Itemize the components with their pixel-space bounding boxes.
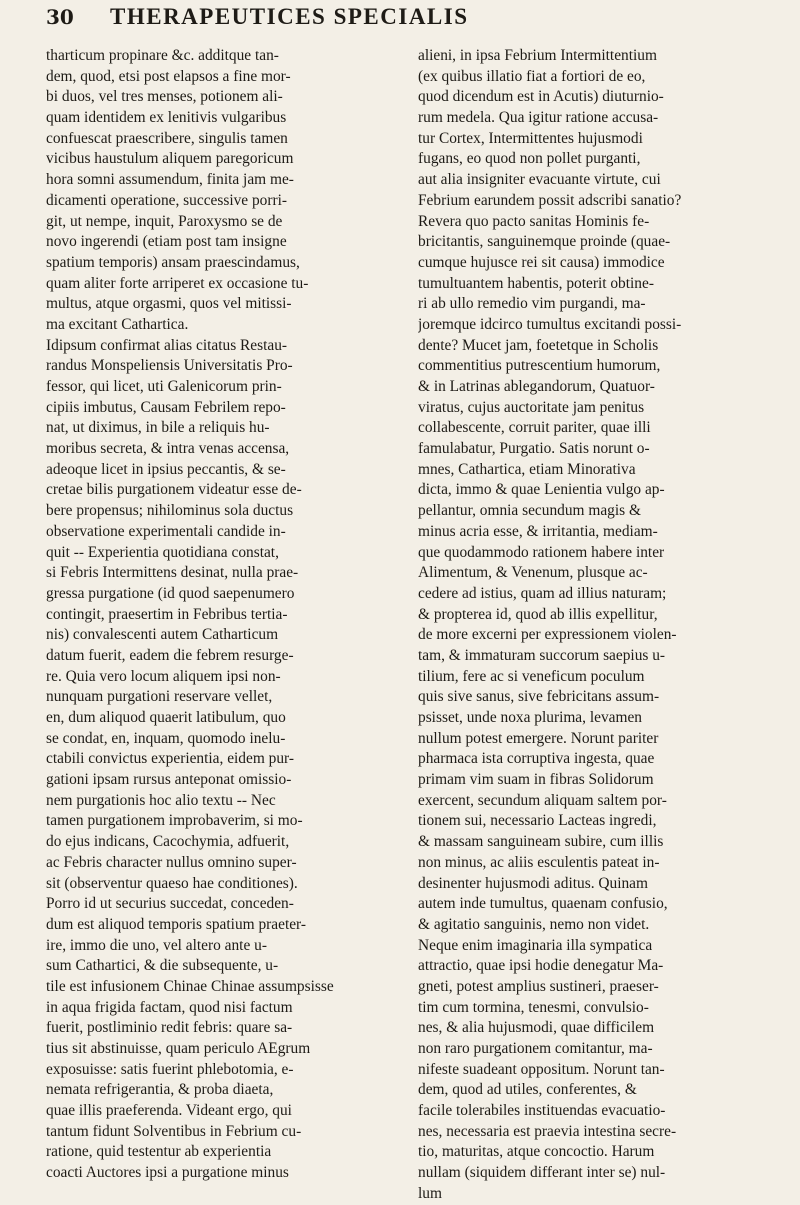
text-line: randus Monspeliensis Universitatis Pro- (46, 357, 293, 375)
text-line: sum Cathartici, & die subsequente, u- (46, 957, 279, 975)
text-line: hora somni assumendum, finita jam me- (46, 171, 294, 189)
text-line: rum medela. Qua igitur ratione accusa- (418, 109, 659, 127)
text-line: pharmaca ista corruptiva ingesta, quae (418, 750, 655, 768)
text-line: exposuisse: satis fuerint phlebotomia, e- (46, 1060, 294, 1078)
text-line: ac Febris character nullus omnino super- (46, 853, 297, 871)
text-line: primam vim suam in fibras Solidorum (418, 771, 654, 789)
text-line: cedere ad istius, quam ad illius naturam; (418, 584, 667, 602)
text-line: Revera quo pacto sanitas Hominis fe- (418, 212, 650, 230)
text-line: datum fuerit, eadem die febrem resurge- (46, 646, 294, 664)
text-line: tio, maturitas, atque concoctio. Harum (418, 1143, 655, 1161)
text-line: nullum potest emergere. Norunt pariter (418, 729, 659, 747)
text-line: tam, & immaturam succorum saepius u- (418, 646, 666, 664)
text-line: desinenter hujusmodi aditus. Quinam (418, 874, 648, 892)
running-title: THERAPEUTICES SPECIALIS (110, 4, 469, 29)
text-line: collabescente, corruit pariter, quae illi (418, 419, 651, 437)
right-text-column (418, 46, 766, 1205)
text-line: Neque enim imaginaria illa sympatica (418, 936, 653, 954)
text-line: dum est aliquod temporis spatium praeter- (46, 915, 306, 933)
text-line: tantum fidunt Solventibus in Febrium cu- (46, 1122, 302, 1140)
text-line: nullam (siquidem differant inter se) nul- (418, 1164, 666, 1182)
text-line: & agitatio sanguinis, nemo non videt. (418, 915, 650, 933)
text-line: Idipsum confirmat alias citatus Restau- (46, 336, 288, 354)
text-line: do ejus indicans, Cacochymia, adfuerit, (46, 833, 290, 851)
text-line: dicta, immo & quae Lenientia vulgo ap- (418, 481, 665, 499)
text-line: git, ut nempe, inquit, Paroxysmo se de (46, 212, 283, 230)
text-line: tius sit abstinuisse, quam periculo AEgrum (46, 1040, 311, 1057)
text-line: cretae bilis purgationem videatur esse de- (46, 481, 302, 499)
text-line: ri ab ullo remedio vim purgandi, ma- (418, 295, 646, 313)
left-text-column (46, 46, 394, 1184)
text-line: si Febris Intermittens desinat, nulla prae- (46, 564, 299, 582)
text-line: lum (418, 1184, 442, 1202)
text-line: fugans, eo quod non pollet purganti, (418, 150, 641, 168)
text-line: coacti Auctores ipsi a purgatione minus (46, 1164, 289, 1182)
text-line: tim cum tormina, tenesmi, convulsio- (418, 998, 649, 1016)
text-line: tionem sui, necessario Lacteas ingredi, (418, 812, 657, 830)
text-line: quod dicendum est in Acutis) diuturnio- (418, 88, 664, 106)
text-line: quam aliter forte arriperet ex occasione tu- (46, 274, 309, 292)
text-line: gneti, potest amplius sustineri, praeser- (418, 977, 659, 995)
text-line: tharticum propinare &c. additque tan- (46, 47, 279, 64)
text-line: dem, quod ad utiles, conferentes, & (418, 1081, 637, 1099)
text-line: attractio, quae ipsi hodie denegatur Ma- (418, 957, 664, 975)
text-line: tumultuantem habentis, poterit obtine- (418, 274, 654, 292)
text-line: tamen purgationem improbaverim, si mo- (46, 812, 303, 830)
text-line: gationi ipsam rursus anteponat omissio- (46, 771, 292, 789)
text-line: adeoque licet in ipsius peccantis, & se- (46, 460, 286, 478)
text-line: sit (observentur quaeso hae conditiones). (46, 874, 298, 892)
text-line: dente? Mucet jam, foetetque in Scholis (418, 336, 659, 354)
text-line: ire, immo die uno, vel altero ante u- (46, 936, 267, 954)
text-line: novo ingerendi (etiam post tam insigne (46, 233, 287, 251)
text-line: tur Cortex, Intermittentes hujusmodi (418, 129, 643, 147)
text-line: viratus, cujus auctoritate jam penitus (418, 398, 645, 416)
text-line: fessor, qui licet, uti Galenicorum prin- (46, 378, 282, 395)
text-line: nes, & alia hujusmodi, quae difficilem (418, 1019, 655, 1037)
text-line: moribus secreta, & intra venas accensa, (46, 440, 290, 458)
text-line: mnes, Cathartica, etiam Minorativa (418, 460, 636, 478)
text-line: re. Quia vero locum aliquem ipsi non- (46, 667, 281, 685)
text-line: ctabili convictus experientia, eidem pur- (46, 750, 294, 768)
text-line: nunquam purgationi reservare vellet, (46, 688, 273, 706)
text-line: quam identidem ex lenitivis vulgaribus (46, 109, 287, 127)
page-header (46, 4, 766, 36)
text-line: minus acria esse, & irritantia, mediam- (418, 522, 658, 540)
text-line: observatione experimentali candide in- (46, 522, 286, 540)
text-line: & massam sanguineam subire, cum illis (418, 833, 664, 851)
text-line: facile tolerabiles instituendas evacuatio- (418, 1102, 666, 1120)
text-line: joremque idcirco tumultus excitandi possi- (418, 315, 682, 333)
text-line: nemata refrigerantia, & proba diaeta, (46, 1081, 274, 1099)
text-line: non raro purgationem comitantur, ma- (418, 1040, 653, 1057)
text-line: bere propensus; nihilominus sola ductus (46, 502, 294, 520)
text-line: contingit, praesertim in Febribus tertia- (46, 605, 288, 623)
text-line: famulabatur, Purgatio. Satis norunt o- (418, 440, 650, 458)
text-line: dem, quod, etsi post elapsos a fine mor- (46, 67, 291, 85)
text-line: (ex quibus illatio fiat a fortiori de eo, (418, 67, 646, 85)
text-line: multus, atque orgasmi, quos vel mitissi- (46, 295, 292, 313)
text-line: & propterea id, quod ab illis expellitur, (418, 605, 658, 623)
text-line: nifeste suadeant oppositum. Norunt tan- (418, 1060, 665, 1078)
text-line: fuerit, postliminio redit febris: quare sa- (46, 1019, 293, 1037)
text-line: ma excitant Cathartica. (46, 315, 189, 333)
text-line: Porro id ut securius succedat, conceden- (46, 895, 294, 913)
text-line: exercent, secundum aliquam saltem por- (418, 791, 667, 809)
text-line: nes, necessaria est praevia intestina secre- (418, 1122, 677, 1140)
text-line: nis) convalescenti autem Catharticum (46, 626, 279, 644)
text-line: commentitius putrescentium humorum, (418, 357, 661, 375)
text-line: pellantur, omnia secundum magis & (418, 502, 641, 520)
text-line: tilium, fere ac si veneficum poculum (418, 667, 645, 685)
text-line: psisset, unde noxa plurima, levamen (418, 709, 642, 726)
text-line: de more excerni per expressionem violen- (418, 626, 677, 644)
text-line: en, dum aliquod quaerit latibulum, quo (46, 709, 286, 726)
text-line: in aqua frigida factam, quod nisi factum (46, 998, 293, 1016)
text-line: Febrium earundem possit adscribi sanatio? (418, 191, 682, 209)
text-line: que quodammodo rationem habere inter (418, 543, 665, 561)
text-line: spatium temporis) ansam praescindamus, (46, 253, 300, 271)
text-line: Alimentum, & Venenum, plusque ac- (418, 564, 648, 582)
text-line: se condat, en, inquam, quomodo inelu- (46, 729, 286, 747)
text-line: alieni, in ipsa Febrium Intermittentium (418, 47, 657, 64)
text-line: quis sive sanus, sive febricitans assum- (418, 688, 660, 706)
text-line: vicibus haustulum aliquem paregoricum (46, 150, 294, 168)
text-line: nat, ut diximus, in bile a reliquis hu- (46, 419, 270, 437)
text-line: dicamenti operatione, successive porri- (46, 191, 288, 209)
text-line: non minus, ac aliis esculentis pateat in- (418, 853, 660, 871)
text-line: autem inde tumultus, quaenam confusio, (418, 895, 668, 913)
text-line: quit -- Experientia quotidiana constat, (46, 543, 279, 561)
text-line: confuescat praescribere, singulis tamen (46, 129, 288, 147)
text-line: quae illis praeferenda. Videant ergo, qui (46, 1102, 292, 1120)
text-line: aut alia insigniter evacuante virtute, cui (418, 171, 661, 189)
text-line: bricitantis, sanguinemque proinde (quae- (418, 233, 671, 251)
text-line: bi duos, vel tres menses, potionem ali- (46, 88, 283, 106)
text-line: ratione, quid testentur ab experientia (46, 1143, 272, 1161)
text-line: nem purgationis hoc alio textu -- Nec (46, 791, 276, 809)
text-line: tile est infusionem Chinae Chinae assumpsisse (46, 977, 334, 995)
text-line: & in Latrinas ablegandorum, Quatuor- (418, 378, 655, 395)
page-number: 30 (46, 5, 74, 29)
text-line: cipiis imbutus, Causam Febrilem repo- (46, 398, 286, 416)
text-line: cumque hujusce rei sit causa) immodice (418, 253, 665, 271)
text-line: gressa purgatione (id quod saepenumero (46, 584, 295, 602)
